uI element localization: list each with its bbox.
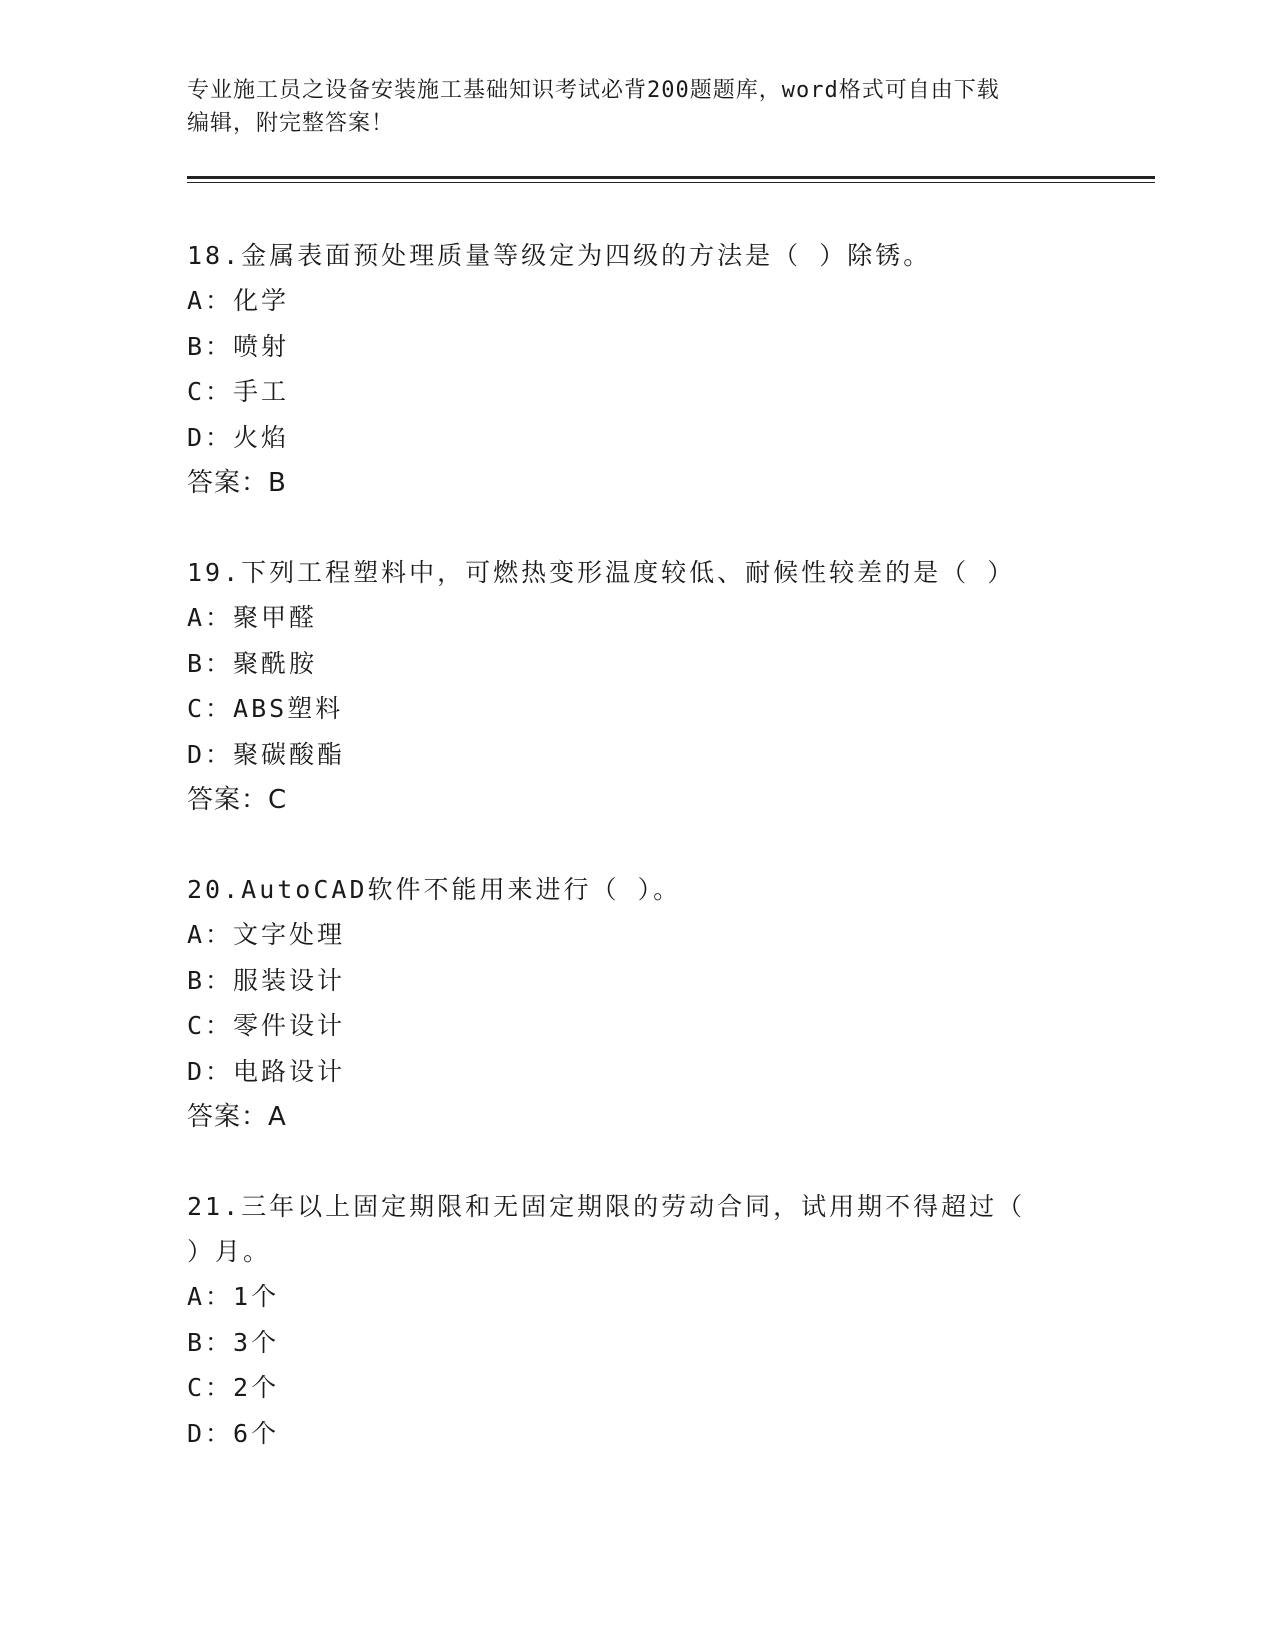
option-c: C：零件设计 xyxy=(187,1011,346,1040)
answer-line: 答案：C xyxy=(187,785,288,815)
option-b: B：3个 xyxy=(187,1327,280,1357)
question-21 xyxy=(187,1184,1087,1456)
header-title-line-2: 编辑，附完整答案！ xyxy=(187,111,395,136)
option-c: C：ABS塑料 xyxy=(187,694,344,723)
option-b: B：聚酰胺 xyxy=(187,648,318,678)
option-d: D：6个 xyxy=(187,1418,280,1448)
option-a: A：聚甲醛 xyxy=(187,603,318,632)
option-c: C：2个 xyxy=(187,1373,280,1402)
question-text-line-2: ）月。 xyxy=(187,1237,272,1266)
option-b: B：服装设计 xyxy=(187,965,346,995)
question-text: 19.下列工程塑料中，可燃热变形温度较低、耐候性较差的是（ ） xyxy=(187,558,1016,587)
question-18 xyxy=(187,233,1087,506)
option-a: A：文字处理 xyxy=(187,920,346,949)
question-text: 20.AutoCAD软件不能用来进行（ ）。 xyxy=(187,875,682,904)
question-text-line-1: 21.三年以上固定期限和无固定期限的劳动合同，试用期不得超过（ xyxy=(187,1192,1026,1221)
option-d: D：电路设计 xyxy=(187,1056,346,1086)
question-text: 18.金属表面预处理质量等级定为四级的方法是（ ）除锈。 xyxy=(187,241,932,270)
option-a: A：化学 xyxy=(187,286,290,315)
header-title-line-1: 专业施工员之设备安装施工基础知识考试必背200题题库，word格式可自由下载 xyxy=(187,78,1000,103)
header-rule-thin xyxy=(187,182,1155,183)
document-header xyxy=(187,74,1087,140)
option-a: A：1个 xyxy=(187,1282,280,1311)
header-rule-thick xyxy=(187,176,1155,179)
option-d: D：聚碳酸酯 xyxy=(187,739,346,769)
question-20 xyxy=(187,867,1087,1140)
option-d: D：火焰 xyxy=(187,422,290,452)
option-c: C：手工 xyxy=(187,377,290,406)
option-b: B：喷射 xyxy=(187,331,290,361)
answer-line: 答案：A xyxy=(187,1102,287,1132)
question-19 xyxy=(187,550,1087,823)
answer-line: 答案：B xyxy=(187,468,287,498)
